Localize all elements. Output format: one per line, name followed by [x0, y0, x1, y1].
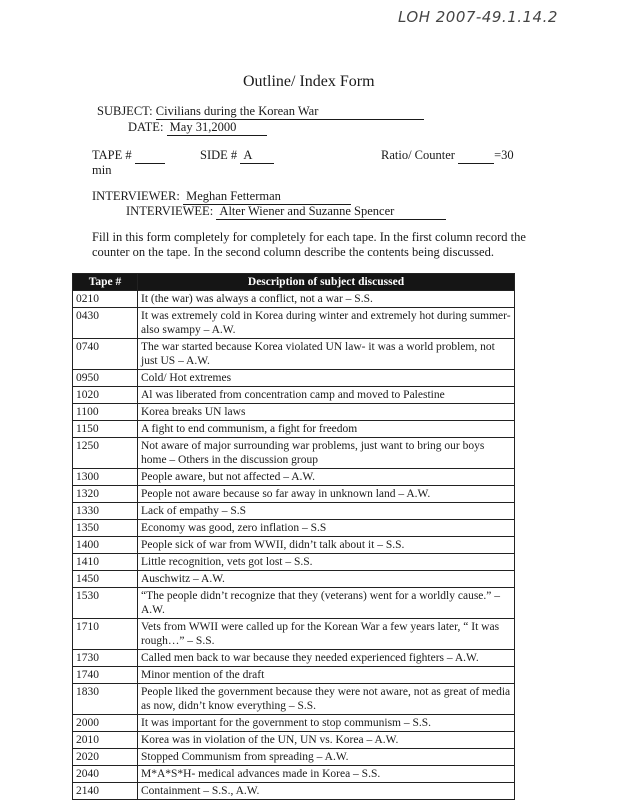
description-cell: A fight to end communism, a fight for freedom [138, 421, 515, 438]
tape-counter-cell: 1710 [73, 619, 138, 650]
table-row [73, 520, 515, 537]
description-cell: Minor mention of the draft [138, 667, 515, 684]
interviewer-line [92, 189, 351, 205]
description-cell: Vets from WWII were called up for the Korean War a few years later, “ It was rough…” – S.S. [138, 619, 515, 650]
description-cell: Economy was good, zero inflation – S.S [138, 520, 515, 537]
table-header-row [73, 274, 515, 291]
table-row [73, 486, 515, 503]
table-row [73, 684, 515, 715]
interviewee-value: Alter Wiener and Suzanne Spencer [216, 204, 446, 220]
description-column-header: Description of subject discussed [138, 274, 515, 291]
table-row [73, 308, 515, 339]
table-row [73, 554, 515, 571]
tape-counter-cell: 1150 [73, 421, 138, 438]
side-label: SIDE # [200, 148, 238, 162]
description-cell: People sick of war from WWII, didn’t talk about it – S.S. [138, 537, 515, 554]
table-row [73, 715, 515, 732]
tape-counter-cell: 1740 [73, 667, 138, 684]
description-cell: Cold/ Hot extremes [138, 370, 515, 387]
form-title: Outline/ Index Form [243, 73, 375, 90]
table-row [73, 650, 515, 667]
tape-counter-cell: 1100 [73, 404, 138, 421]
min-label: min [92, 163, 112, 177]
table-row [73, 291, 515, 308]
description-cell: People not aware because so far away in unknown land – A.W. [138, 486, 515, 503]
tape-counter-cell: 1410 [73, 554, 138, 571]
interviewer-label: INTERVIEWER: [92, 189, 180, 203]
table-row [73, 588, 515, 619]
instructions-text: Fill in this form completely for completely for each tape. In the first column record the counter on the tape. In the second column describe the contents being discussed. [92, 230, 526, 259]
tape-counter-cell: 2020 [73, 749, 138, 766]
side-value: A [240, 148, 274, 164]
description-cell: It (the war) was always a conflict, not a war – S.S. [138, 291, 515, 308]
tape-counter-cell: 0740 [73, 339, 138, 370]
table-row [73, 749, 515, 766]
description-cell: Al was liberated from concentration camp and moved to Palestine [138, 387, 515, 404]
ratio-value: =30 [494, 148, 514, 162]
interviewee-label: INTERVIEWEE: [126, 204, 214, 218]
tape-counter-cell: 1300 [73, 469, 138, 486]
description-cell: The war started because Korea violated UN law- it was a world problem, not just US – A.W. [138, 339, 515, 370]
description-cell: It was important for the government to stop communism – S.S. [138, 715, 515, 732]
table-row [73, 619, 515, 650]
table-row [73, 438, 515, 469]
description-cell: Lack of empathy – S.S [138, 503, 515, 520]
tape-blank [135, 148, 165, 164]
table-row [73, 503, 515, 520]
table-row [73, 537, 515, 554]
description-cell: M*A*S*H- medical advances made in Korea – S.S. [138, 766, 515, 783]
table-row [73, 370, 515, 387]
interviewer-value: Meghan Fetterman [183, 189, 351, 205]
description-cell: Korea was in violation of the UN, UN vs. Korea – A.W. [138, 732, 515, 749]
date-line [128, 120, 267, 136]
tape-counter-cell: 1250 [73, 438, 138, 469]
tape-counter-cell: 1450 [73, 571, 138, 588]
tape-counter-cell: 1350 [73, 520, 138, 537]
table-row [73, 469, 515, 486]
tape-counter-cell: 1400 [73, 537, 138, 554]
tape-counter-cell: 0210 [73, 291, 138, 308]
table-body [73, 291, 515, 800]
ratio-label: Ratio/ Counter [381, 148, 455, 162]
description-cell: Korea breaks UN laws [138, 404, 515, 421]
table-row [73, 339, 515, 370]
description-cell: “The people didn’t recognize that they (veterans) went for a worldly cause.” – A.W. [138, 588, 515, 619]
interviewee-line [126, 204, 446, 220]
tape-counter-cell: 2040 [73, 766, 138, 783]
table-row [73, 404, 515, 421]
date-value: May 31,2000 [167, 120, 267, 136]
ratio-line [381, 148, 514, 164]
tape-counter-cell: 1730 [73, 650, 138, 667]
description-cell: Not aware of major surrounding war problems, just want to bring our boys home – Others in the discussion group [138, 438, 515, 469]
tape-counter-cell: 1320 [73, 486, 138, 503]
subject-label: SUBJECT: [97, 104, 153, 118]
tape-counter-cell: 1530 [73, 588, 138, 619]
tape-counter-cell: 0950 [73, 370, 138, 387]
description-cell: It was extremely cold in Korea during winter and extremely hot during summer- also swampy – A.W. [138, 308, 515, 339]
description-cell: Little recognition, vets got lost – S.S. [138, 554, 515, 571]
table-row [73, 571, 515, 588]
description-cell: Stopped Communism from spreading – A.W. [138, 749, 515, 766]
description-cell: People liked the government because they were not aware, not as great of media as now, didn’t know everything – S.S. [138, 684, 515, 715]
table-row [73, 766, 515, 783]
tape-counter-cell: 2010 [73, 732, 138, 749]
date-label: DATE: [128, 120, 164, 134]
subject-line [97, 104, 424, 120]
tape-counter-cell: 2000 [73, 715, 138, 732]
tape-label: TAPE # [92, 148, 132, 162]
subject-value: Civilians during the Korean War [156, 104, 424, 120]
description-cell: Called men back to war because they needed experienced fighters – A.W. [138, 650, 515, 667]
tape-line [92, 148, 165, 164]
side-line [200, 148, 274, 164]
table-row [73, 667, 515, 684]
ratio-blank [458, 148, 494, 164]
tape-counter-cell: 2140 [73, 783, 138, 800]
table-row [73, 421, 515, 438]
tape-column-header: Tape # [73, 274, 138, 291]
tape-counter-cell: 1830 [73, 684, 138, 715]
handwritten-accession-number: LOH 2007-49.1.14.2 [398, 8, 558, 26]
tape-counter-cell: 0430 [73, 308, 138, 339]
table-row [73, 387, 515, 404]
tape-counter-cell: 1020 [73, 387, 138, 404]
description-cell: Auschwitz – A.W. [138, 571, 515, 588]
index-table [72, 273, 515, 800]
table-row [73, 783, 515, 800]
description-cell: People aware, but not affected – A.W. [138, 469, 515, 486]
tape-counter-cell: 1330 [73, 503, 138, 520]
table-row [73, 732, 515, 749]
description-cell: Containment – S.S., A.W. [138, 783, 515, 800]
